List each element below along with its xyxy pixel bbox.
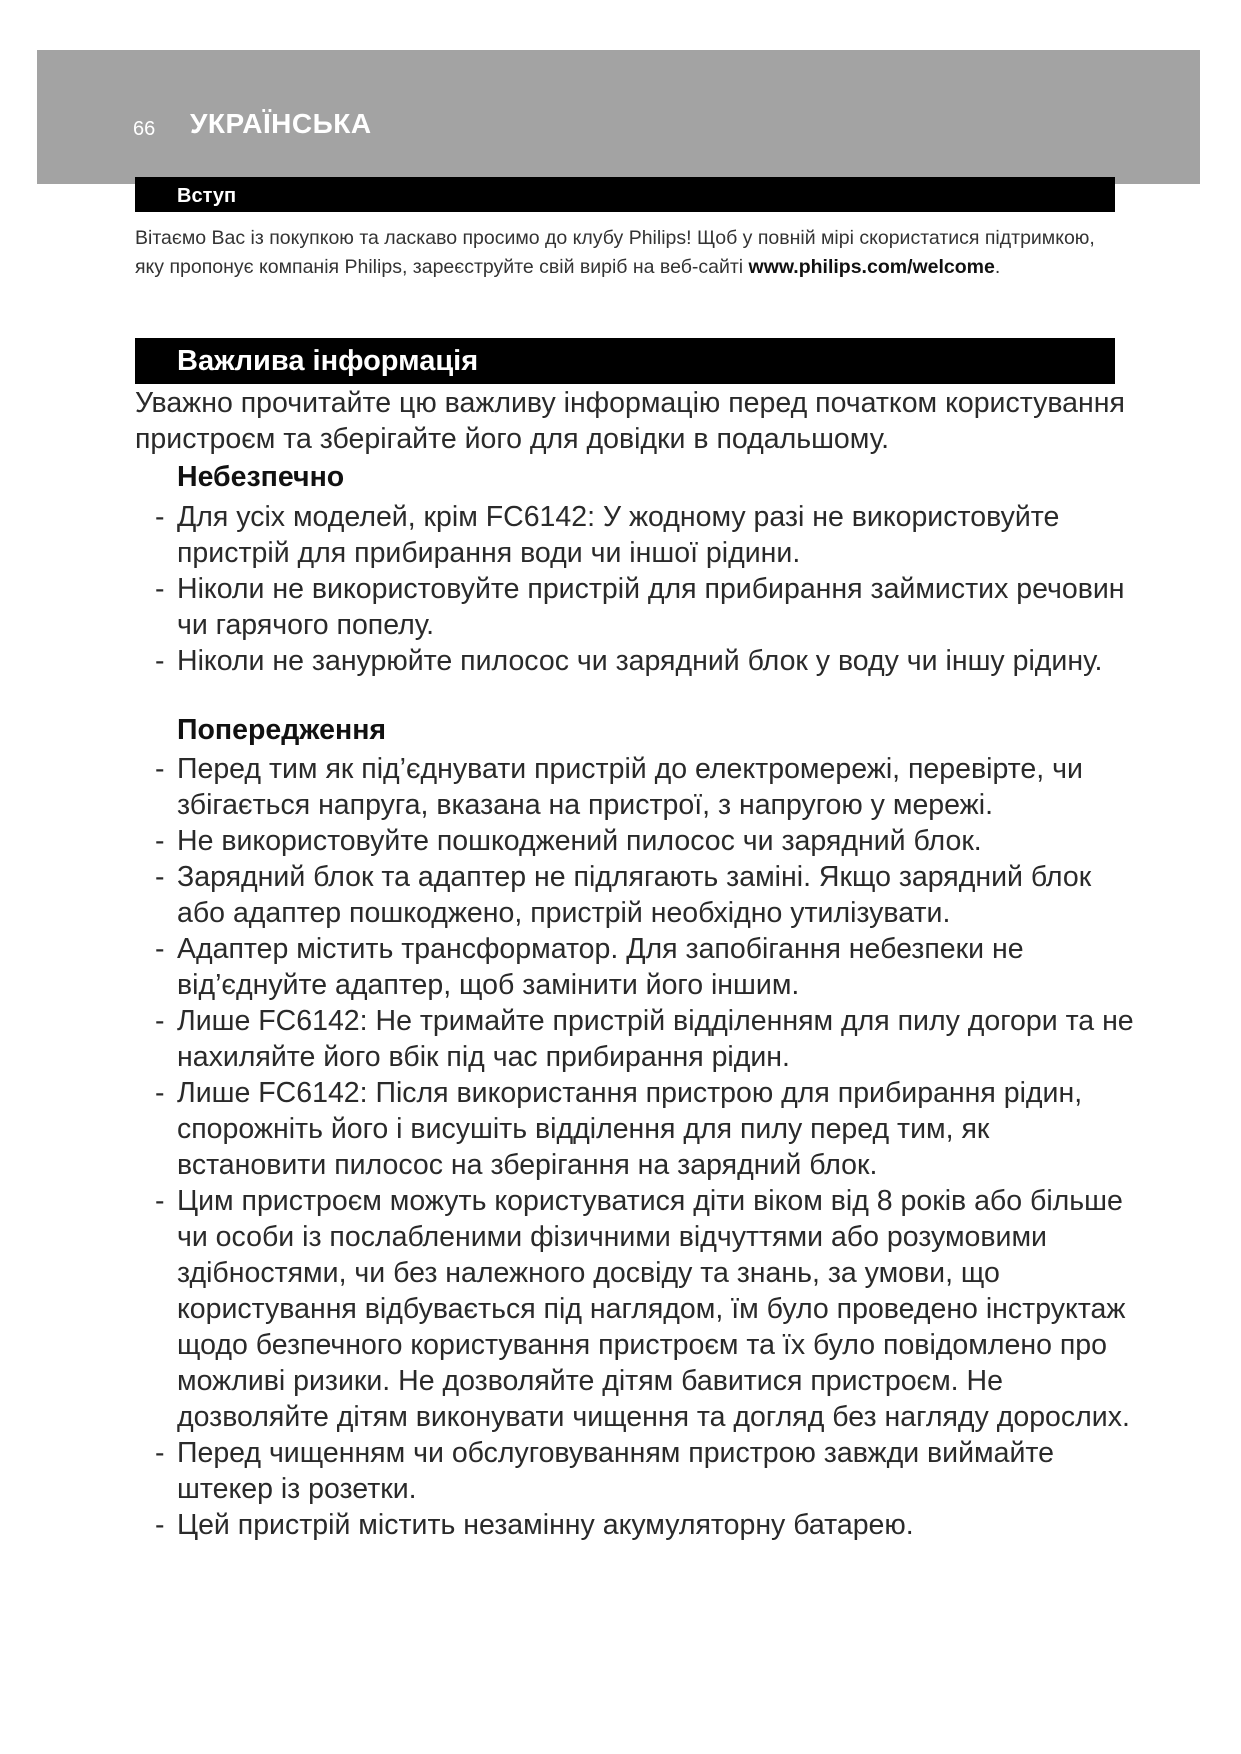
warning-item-text: Адаптер містить трансформатор. Для запобігання небезпеки не від’єднуйте адаптер, щоб замінити його іншим. (177, 933, 1024, 1001)
list-bullet: - (155, 825, 165, 857)
warning-item (155, 1183, 1135, 1435)
danger-item-text: Для усіх моделей, крім FC6142: У жодному разі не використовуйте пристрій для прибирання води чи іншої рідини. (177, 501, 1060, 569)
warning-list (155, 751, 1135, 1543)
warning-item (155, 823, 1135, 859)
list-bullet: - (155, 645, 165, 677)
warning-item-text: Зарядний блок та адаптер не підлягають заміні. Якщо зарядний блок або адаптер пошкоджено, пристрій необхідно утилізувати. (177, 861, 1092, 929)
intro-paragraph (135, 224, 1125, 282)
page-language-title: УКРАЇНСЬКА (190, 108, 372, 139)
warning-item (155, 859, 1135, 931)
important-info-heading-bar (135, 338, 1115, 384)
philips-welcome-link[interactable]: www.philips.com/welcome (748, 256, 995, 278)
list-bullet: - (155, 1509, 165, 1541)
danger-item-text: Ніколи не використовуйте пристрій для прибирання займистих речовин чи гарячого попелу. (177, 573, 1125, 641)
warning-item-text: Перед чищенням чи обслуговуванням пристрою завжди виймайте штекер із розетки. (177, 1437, 1054, 1505)
warning-item (155, 1003, 1135, 1075)
list-bullet: - (155, 753, 165, 785)
list-bullet: - (155, 1005, 165, 1037)
warning-item (155, 751, 1135, 823)
warning-item (155, 931, 1135, 1003)
danger-heading: Небезпечно (177, 461, 345, 493)
intro-heading: Вступ (177, 185, 237, 207)
list-bullet: - (155, 1437, 165, 1469)
warning-item-text: Цей пристрій містить незамінну акумуляторну батарею. (177, 1509, 914, 1541)
danger-list (155, 499, 1135, 679)
warning-item (155, 1507, 1135, 1543)
danger-item (155, 643, 1135, 679)
important-info-heading: Важлива інформація (177, 345, 479, 377)
page-number: 66 (133, 118, 156, 140)
danger-item-text: Ніколи не занурюйте пилосос чи зарядний блок у воду чи іншу рідину. (177, 645, 1103, 677)
danger-item (155, 571, 1135, 643)
warning-item (155, 1435, 1135, 1507)
danger-item (155, 499, 1135, 571)
intro-heading-bar (135, 177, 1115, 212)
list-bullet: - (155, 1185, 165, 1217)
warning-item-text: Лише FC6142: Після використання пристрою для прибирання рідин, спорожніть його і висушіть відділення для пилу перед тим, як встановити пилосос на зберігання на зарядний блок. (177, 1077, 1083, 1181)
page-header-band (37, 50, 1200, 184)
warning-item (155, 1075, 1135, 1183)
intro-text-end: . (994, 256, 1001, 278)
list-bullet: - (155, 1077, 165, 1109)
important-info-lead: Уважно прочитайте цю важливу інформацію перед початком користування пристроєм та зберігайте його для довідки в подальшому. (135, 387, 1125, 455)
warning-item-text: Не використовуйте пошкоджений пилосос чи зарядний блок. (177, 825, 982, 857)
warning-item-text: Перед тим як під’єднувати пристрій до електромережі, перевірте, чи збігається напруга, вказана на пристрої, з напругою у мережі. (177, 753, 1083, 821)
warning-item-text: Цим пристроєм можуть користуватися діти віком від 8 років або більше чи особи із послабленими фізичними відчуттями або розумовими здібностями, чи без належного досвіду та знань, за умови, що користування відбувається під наглядом, їм було проведено інструктаж щодо безпечного користування пристроєм та їх було повідомлено про можливі ризики. Не дозволяйте дітям бавитися пристроєм. Не дозволяйте дітям виконувати чищення та догляд без нагляду дорослих. (177, 1185, 1130, 1433)
warning-item-text: Лише FC6142: Не тримайте пристрій відділенням для пилу догори та не нахиляйте його вбік під час прибирання рідин. (177, 1005, 1134, 1073)
list-bullet: - (155, 573, 165, 605)
list-bullet: - (155, 933, 165, 965)
intro-text: Вітаємо Вас із покупкою та ласкаво просимо до клубу Philips! Щоб у повній мірі скористатися підтримкою, яку пропонує компанія Philips, зареєструйте свій виріб на веб-сайті (135, 227, 1095, 278)
warning-heading: Попередження (177, 714, 387, 746)
list-bullet: - (155, 501, 165, 533)
list-bullet: - (155, 861, 165, 893)
